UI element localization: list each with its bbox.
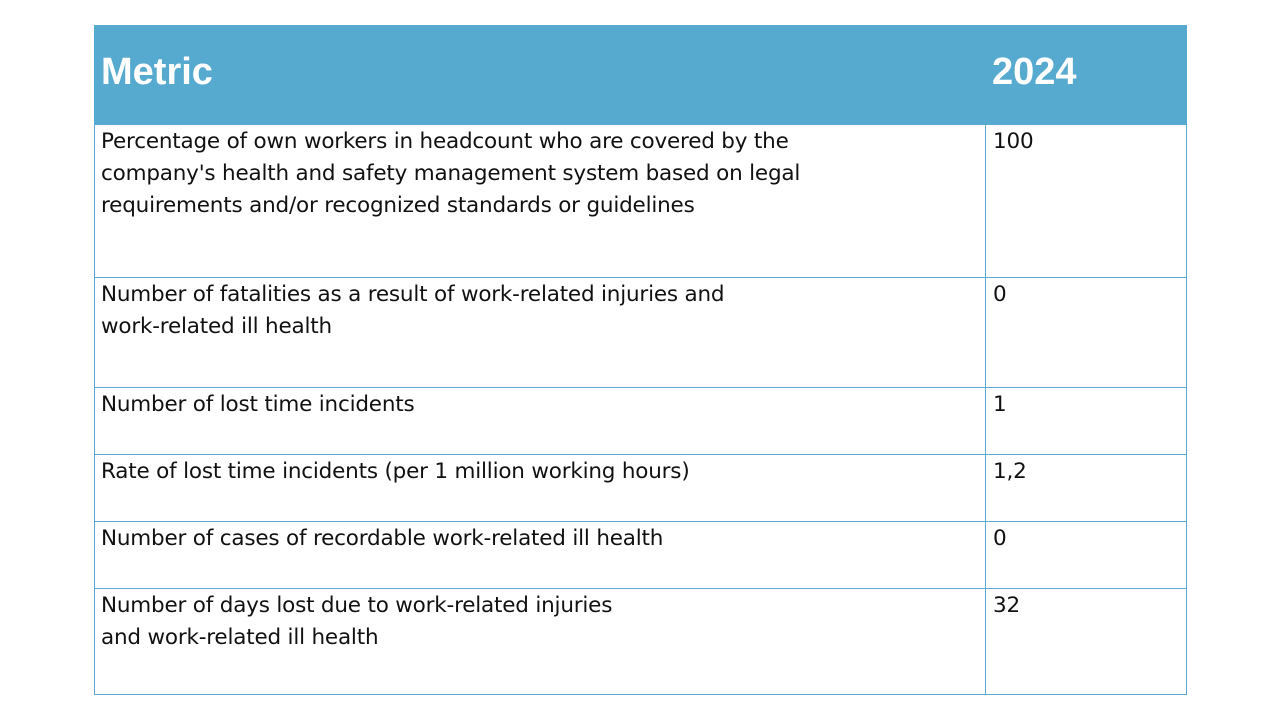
metric-text: and work-related ill health	[101, 625, 379, 650]
table-row	[95, 589, 1187, 695]
table-row	[95, 522, 1187, 589]
metric-text: Number of fatalities as a result of work-related injuries and	[101, 282, 725, 307]
health-safety-metrics-table	[94, 25, 1187, 695]
value-cell: 1,2	[986, 455, 1187, 522]
value-cell: 0	[986, 522, 1187, 589]
metric-text: requirements and/or recognized standards or guidelines	[101, 193, 695, 218]
value-cell: 32	[986, 589, 1187, 695]
metric-text: Number of lost time incidents	[101, 392, 415, 417]
metric-text: work-related ill health	[101, 314, 332, 339]
metric-cell	[95, 125, 986, 278]
table-header-row	[95, 26, 1187, 125]
table-row	[95, 455, 1187, 522]
metric-cell	[95, 455, 986, 522]
metric-text: company's health and safety management system based on legal	[101, 161, 801, 186]
table-row	[95, 278, 1187, 388]
header-metric: Metric	[95, 26, 986, 125]
value-cell: 1	[986, 388, 1187, 455]
table-row	[95, 388, 1187, 455]
metric-text: Percentage of own workers in headcount who are covered by the	[101, 129, 789, 154]
value-cell: 100	[986, 125, 1187, 278]
metric-cell	[95, 522, 986, 589]
metric-text: Number of cases of recordable work-related ill health	[101, 526, 664, 551]
metric-text: Rate of lost time incidents (per 1 million working hours)	[101, 459, 690, 484]
table-row	[95, 125, 1187, 278]
value-cell: 0	[986, 278, 1187, 388]
metric-text: Number of days lost due to work-related injuries	[101, 593, 613, 618]
header-year: 2024	[986, 26, 1187, 125]
metric-cell	[95, 278, 986, 388]
metric-cell	[95, 388, 986, 455]
metric-cell	[95, 589, 986, 695]
